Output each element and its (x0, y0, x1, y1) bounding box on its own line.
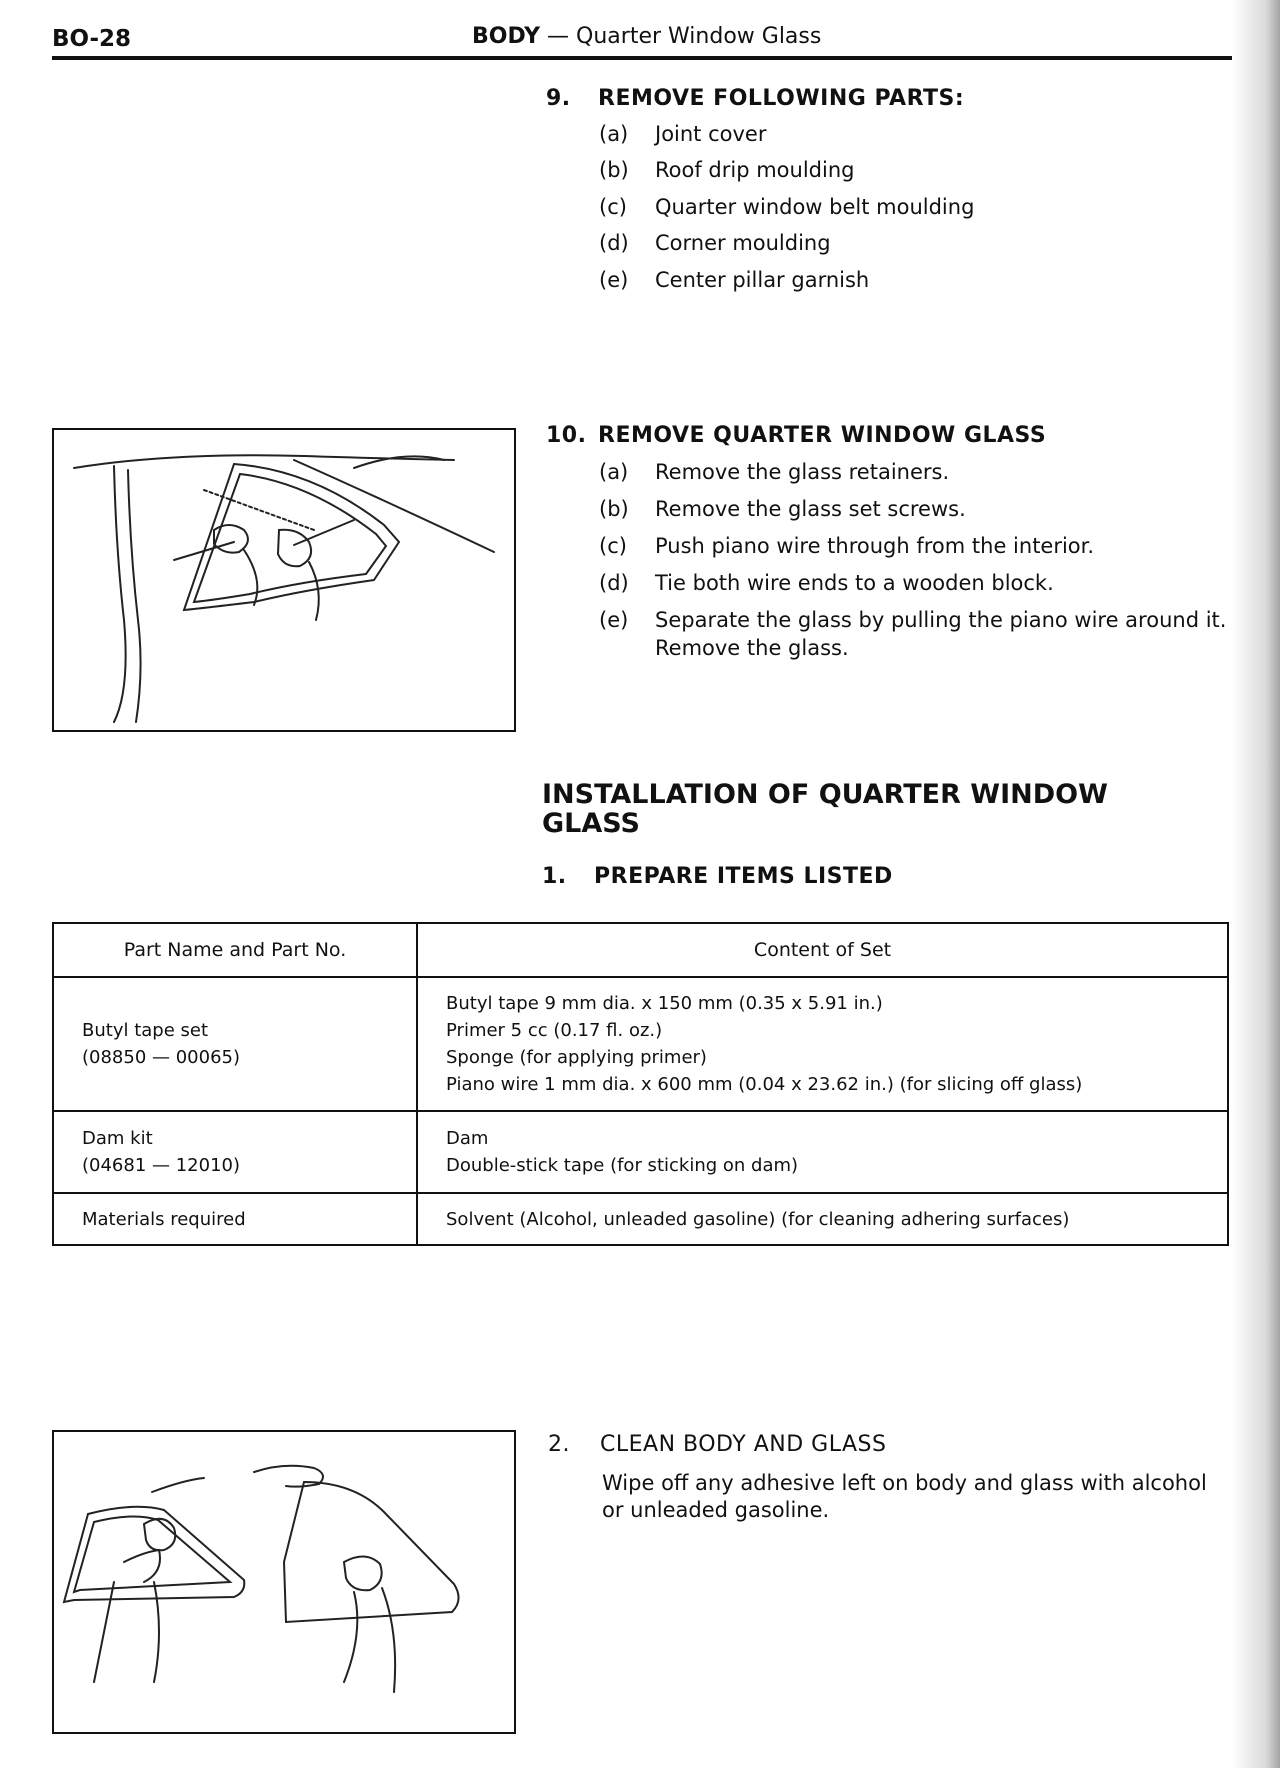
step-10-heading: REMOVE QUARTER WINDOW GLASS (598, 423, 1047, 448)
step-2-description (602, 1470, 1242, 1524)
content-line: Solvent (Alcohol, unleaded gasoline) (for cleaning adhering surfaces) (446, 1208, 1070, 1230)
figure-glass-cleaning (52, 1430, 516, 1734)
header-title-bold: BODY (472, 24, 541, 49)
step-10-number: 10. (546, 423, 587, 448)
part-name-cell (53, 1111, 417, 1193)
items-table (52, 922, 1229, 1246)
table-row (53, 1111, 1228, 1193)
page-edge-shadow (1232, 0, 1280, 1768)
table-row (53, 977, 1228, 1111)
content-line: Double-stick tape (for sticking on dam) (446, 1155, 799, 1176)
step-2-line2: or unleaded gasoline. (602, 1498, 830, 1522)
content-line: Sponge (for applying primer) (446, 1047, 707, 1068)
step-2-heading: CLEAN BODY AND GLASS (600, 1432, 887, 1457)
content-cell (417, 1193, 1228, 1245)
item-label: (e) (599, 268, 629, 292)
header-rule (52, 56, 1232, 60)
installation-heading (542, 780, 1162, 838)
page-header (472, 24, 821, 49)
part-name-cell (53, 977, 417, 1111)
installation-heading-line1: INSTALLATION OF QUARTER WINDOW (542, 779, 1108, 810)
step-2-line1: Wipe off any adhesive left on body and glass with alcohol (602, 1471, 1207, 1495)
item-label: (b) (599, 158, 629, 182)
step-1-heading: PREPARE ITEMS LISTED (594, 864, 893, 889)
step-1-title (542, 864, 893, 889)
item-label: (a) (599, 122, 629, 146)
figure-quarter-window-removal (52, 428, 516, 732)
item-label: (b) (599, 497, 629, 521)
glass-cleaning-illustration-icon (54, 1432, 514, 1732)
step-10-title (546, 423, 1046, 448)
content-line: Dam (446, 1128, 489, 1149)
step-1-number: 1. (542, 864, 567, 889)
part-name: Butyl tape set (82, 1020, 209, 1041)
item-text: Separate the glass by pulling the piano wire around it. (655, 608, 1227, 632)
content-cell (417, 977, 1228, 1111)
column-header-content: Content of Set (417, 923, 1228, 977)
step-2-number: 2. (548, 1432, 570, 1457)
item-text: Quarter window belt moulding (655, 195, 975, 219)
table-row (53, 1193, 1228, 1245)
item-label: (d) (599, 571, 629, 595)
item-text: Joint cover (655, 122, 767, 146)
page-number: BO-28 (52, 26, 132, 52)
content-line: Butyl tape 9 mm dia. x 150 mm (0.35 x 5.91 in.) (446, 993, 883, 1014)
part-number: (08850 — 00065) (82, 1047, 241, 1068)
item-text: Tie both wire ends to a wooden block. (655, 571, 1054, 595)
item-text: Remove the glass retainers. (655, 460, 950, 484)
step-9-number: 9. (546, 86, 571, 111)
item-text: Corner moulding (655, 231, 831, 255)
item-label: (e) (599, 608, 629, 632)
table-header-row (53, 923, 1228, 977)
content-line: Primer 5 cc (0.17 fl. oz.) (446, 1020, 663, 1041)
item-label: (c) (599, 195, 627, 219)
step-9-heading: REMOVE FOLLOWING PARTS: (598, 86, 965, 111)
item-label: (d) (599, 231, 629, 255)
item-text: Remove the glass set screws. (655, 497, 966, 521)
item-label: (a) (599, 460, 629, 484)
part-name: Dam kit (82, 1128, 153, 1149)
item-text: Push piano wire through from the interior. (655, 534, 1095, 558)
content-cell (417, 1111, 1228, 1193)
quarter-window-removal-illustration-icon (54, 430, 514, 730)
step-2-title (548, 1432, 886, 1457)
header-title-rest: — Quarter Window Glass (540, 24, 822, 49)
part-number: (04681 — 12010) (82, 1155, 241, 1176)
item-text: Remove the glass. (655, 636, 849, 660)
item-text: Center pillar garnish (655, 268, 870, 292)
item-label: (c) (599, 534, 627, 558)
column-header-part-name: Part Name and Part No. (53, 923, 417, 977)
installation-heading-line2: GLASS (542, 808, 640, 839)
step-9-title (546, 86, 964, 111)
part-name: Materials required (82, 1208, 246, 1230)
content-line: Piano wire 1 mm dia. x 600 mm (0.04 x 23.62 in.) (for slicing off glass) (446, 1074, 1083, 1095)
part-name-cell (53, 1193, 417, 1245)
item-text: Roof drip moulding (655, 158, 855, 182)
